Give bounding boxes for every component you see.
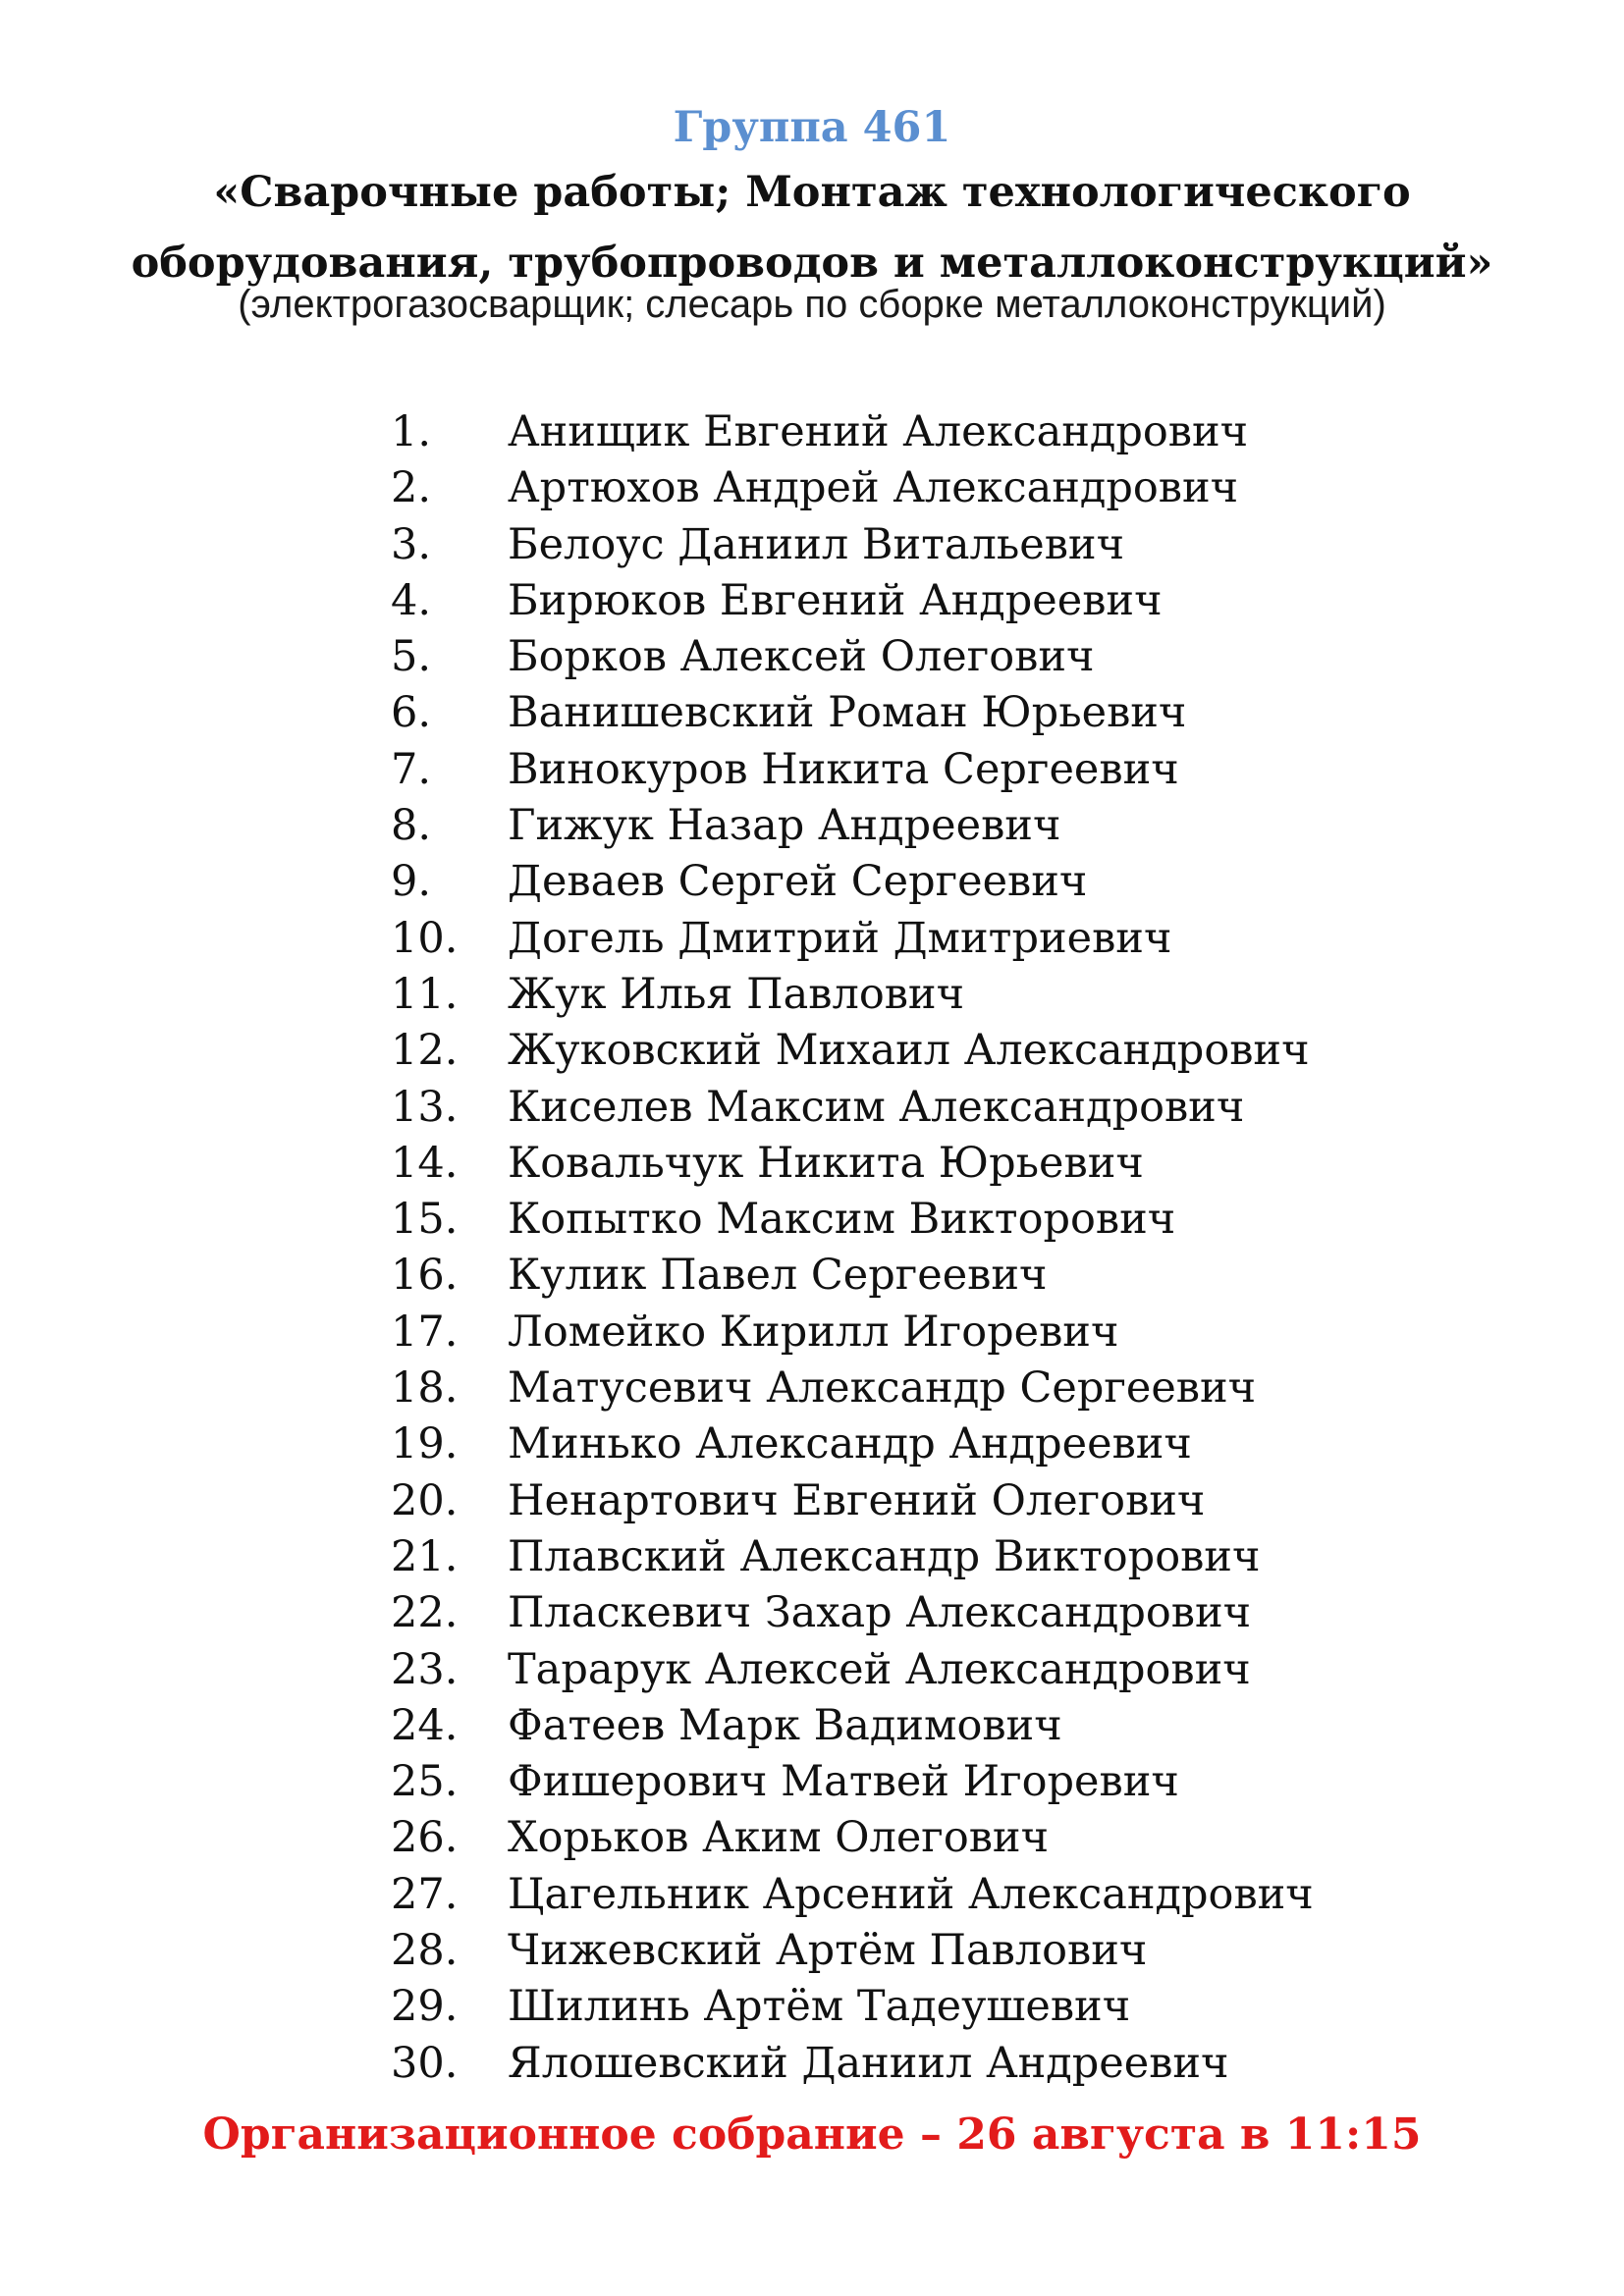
student-name: Копытко Максим Викторович [508,1195,1176,1245]
student-number: 27. [391,1869,459,1919]
student-number: 18. [391,1363,459,1414]
list-item [0,460,1624,516]
list-item [0,854,1624,910]
student-name: Ялошевский Даниил Андреевич [508,2038,1229,2088]
list-item [0,1136,1624,1192]
student-number: 7. [391,744,432,794]
student-number: 12. [391,1026,459,1076]
student-name: Плавский Александр Викторович [508,1531,1261,1581]
student-name: Анищик Евгений Александрович [508,407,1249,456]
list-item [0,404,1624,460]
student-name: Ненартович Евгений Олегович [508,1475,1206,1525]
list-item [0,517,1624,573]
program-title: «Сварочные работы; Монтаж технологического оборудования, трубопроводов и металлоконструкций» [131,168,1493,288]
student-number: 30. [391,2038,459,2088]
student-number: 1. [391,407,432,456]
list-item [0,1305,1624,1361]
student-number: 21. [391,1531,459,1581]
student-number: 6. [391,688,432,738]
student-name: Пласкевич Захар Александрович [508,1588,1252,1638]
student-name: Ковальчук Никита Юрьевич [508,1138,1144,1188]
student-name: Ломейко Кирилл Игоревич [508,1307,1119,1357]
list-item [0,911,1624,967]
list-item [0,1923,1624,1979]
student-name: Матусевич Александр Сергеевич [508,1363,1257,1414]
student-name: Шилинь Артём Тадеушевич [508,1982,1131,2032]
student-name: Артюхов Андрей Александрович [508,463,1239,513]
student-number: 2. [391,463,432,513]
list-item [0,1361,1624,1416]
student-number: 5. [391,632,432,682]
student-name: Борков Алексей Олегович [508,632,1095,682]
student-name: Винокуров Никита Сергеевич [508,744,1179,794]
student-name: Гижук Назар Андреевич [508,801,1061,851]
list-item [0,2036,1624,2092]
student-name: Догель Дмитрий Дмитриевич [508,913,1172,963]
student-name: Деваев Сергей Сергеевич [508,857,1088,907]
student-name: Бирюков Евгений Андреевич [508,575,1163,625]
list-item [0,1080,1624,1136]
student-name: Цагельник Арсений Александрович [508,1869,1314,1919]
student-list [0,404,1624,2092]
student-number: 8. [391,801,432,851]
list-item [0,1248,1624,1304]
student-name: Киселев Максим Александрович [508,1082,1245,1132]
student-number: 29. [391,1982,459,2032]
student-name: Ванишевский Роман Юрьевич [508,688,1187,738]
list-item [0,798,1624,854]
list-item [0,1642,1624,1698]
list-item [0,629,1624,685]
specialty-subtitle: (электрогазосварщик; слесарь по сборке металлоконструкций) [238,283,1386,326]
list-item [0,573,1624,629]
student-number: 25. [391,1757,459,1807]
list-item [0,685,1624,741]
list-item [0,1867,1624,1923]
list-item [0,1698,1624,1754]
student-number: 23. [391,1644,459,1694]
student-number: 20. [391,1475,459,1525]
student-number: 19. [391,1419,459,1469]
list-item [0,1529,1624,1585]
list-item [0,1979,1624,2035]
student-number: 16. [391,1251,459,1301]
student-number: 28. [391,1926,459,1976]
student-number: 11. [391,969,459,1019]
list-item [0,742,1624,798]
student-number: 17. [391,1307,459,1357]
list-item [0,967,1624,1023]
list-item [0,1192,1624,1248]
student-name: Фишерович Матвей Игоревич [508,1757,1179,1807]
list-item [0,1585,1624,1641]
student-name: Жуковский Михаил Александрович [508,1026,1310,1076]
student-number: 3. [391,519,432,569]
list-item [0,1473,1624,1529]
list-item [0,1023,1624,1079]
student-name: Хорьков Аким Олегович [508,1813,1050,1863]
student-name: Кулик Павел Сергеевич [508,1251,1048,1301]
list-item [0,1416,1624,1472]
student-name: Чижевский Артём Павлович [508,1926,1148,1976]
student-number: 13. [391,1082,459,1132]
group-title: Группа 461 [673,103,951,152]
meeting-announcement: Организационное собрание – 26 августа в 11:15 [202,2109,1422,2160]
student-number: 9. [391,857,432,907]
student-name: Жук Илья Павлович [508,969,965,1019]
student-number: 14. [391,1138,459,1188]
student-name: Тарарук Алексей Александрович [508,1644,1251,1694]
student-number: 22. [391,1588,459,1638]
student-name: Белоус Даниил Витальевич [508,519,1125,569]
student-number: 15. [391,1195,459,1245]
list-item [0,1754,1624,1810]
list-item [0,1810,1624,1866]
student-number: 4. [391,575,432,625]
student-name: Фатеев Марк Вадимович [508,1700,1062,1750]
student-name: Минько Александр Андреевич [508,1419,1192,1469]
student-number: 10. [391,913,459,963]
student-number: 24. [391,1700,459,1750]
student-number: 26. [391,1813,459,1863]
